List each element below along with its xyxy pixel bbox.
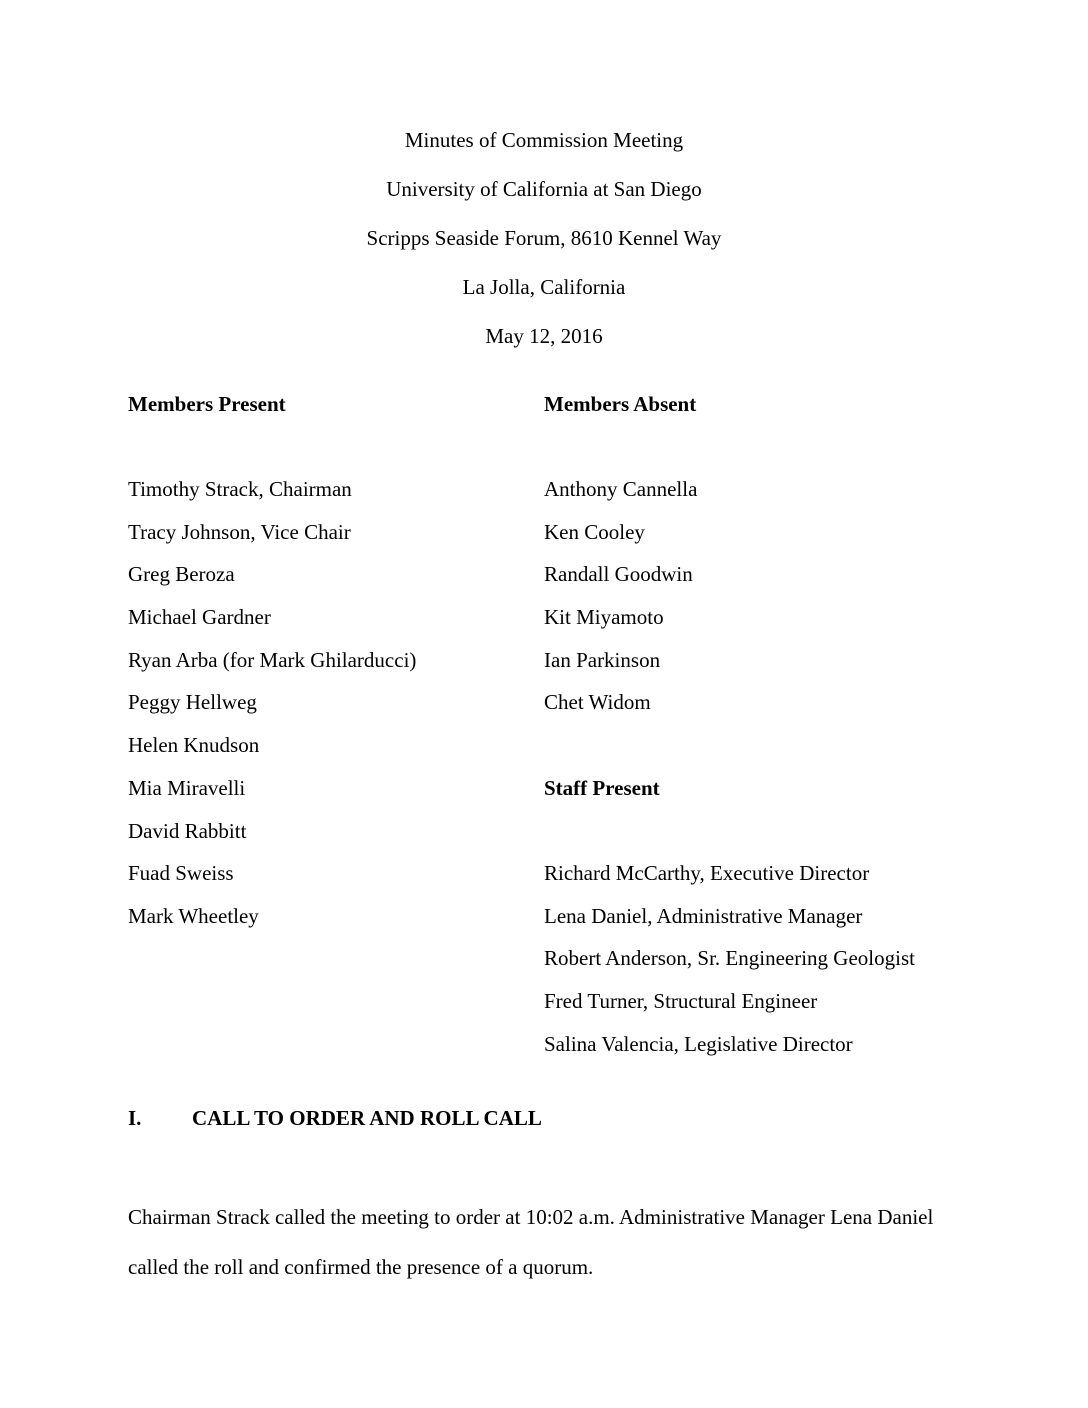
section-paragraph [128, 1205, 968, 1305]
list-item: Peggy Hellweg [128, 690, 257, 715]
list-item: Lena Daniel, Administrative Manager [544, 903, 863, 928]
list-item: Salina Valencia, Legislative Director [544, 1031, 853, 1056]
list-item: Helen Knudson [128, 733, 260, 758]
list-item: Chet Widom [544, 690, 651, 715]
institution-line: University of California at San Diego [386, 177, 702, 201]
list-item: Ken Cooley [544, 519, 645, 544]
section-number: I. [128, 1106, 142, 1130]
members-absent-heading: Members Absent [544, 392, 697, 416]
list-item: Robert Anderson, Sr. Engineering Geologist [544, 946, 915, 971]
list-item: Randall Goodwin [544, 562, 693, 587]
list-item: Fred Turner, Structural Engineer [544, 989, 818, 1014]
list-item: Michael Gardner [128, 605, 271, 630]
list-item: Anthony Cannella [544, 477, 698, 501]
venue-line: Scripps Seaside Forum, 8610 Kennel Way [366, 226, 722, 250]
list-item: David Rabbitt [128, 818, 247, 843]
list-item: Fuad Sweiss [128, 861, 234, 886]
members-present-list [128, 477, 416, 947]
list-item: Timothy Strack, Chairman [128, 477, 352, 501]
list-item: Mia Miravelli [128, 775, 246, 800]
list-item: Ian Parkinson [544, 647, 661, 672]
list-item: Tracy Johnson, Vice Chair [128, 519, 351, 544]
section-title: CALL TO ORDER AND ROLL CALL [192, 1106, 542, 1130]
meeting-date: May 12, 2016 [485, 324, 603, 348]
paragraph-line: called the roll and confirmed the presence of a quorum. [128, 1255, 594, 1279]
list-item: Richard McCarthy, Executive Director [544, 861, 870, 885]
list-item: Kit Miyamoto [544, 605, 664, 630]
members-present-heading: Members Present [128, 392, 286, 416]
location-line: La Jolla, California [462, 275, 626, 299]
members-absent-list [544, 477, 697, 733]
staff-present-list [544, 861, 915, 1074]
list-item: Ryan Arba (for Mark Ghilarducci) [128, 647, 417, 672]
list-item: Mark Wheetley [128, 903, 259, 928]
document-title: Minutes of Commission Meeting [404, 128, 684, 152]
list-item: Greg Beroza [128, 562, 235, 587]
staff-present-heading: Staff Present [544, 776, 660, 800]
paragraph-line: Chairman Strack called the meeting to order at 10:02 a.m. Administrative Manager Lena Daniel [128, 1205, 934, 1229]
